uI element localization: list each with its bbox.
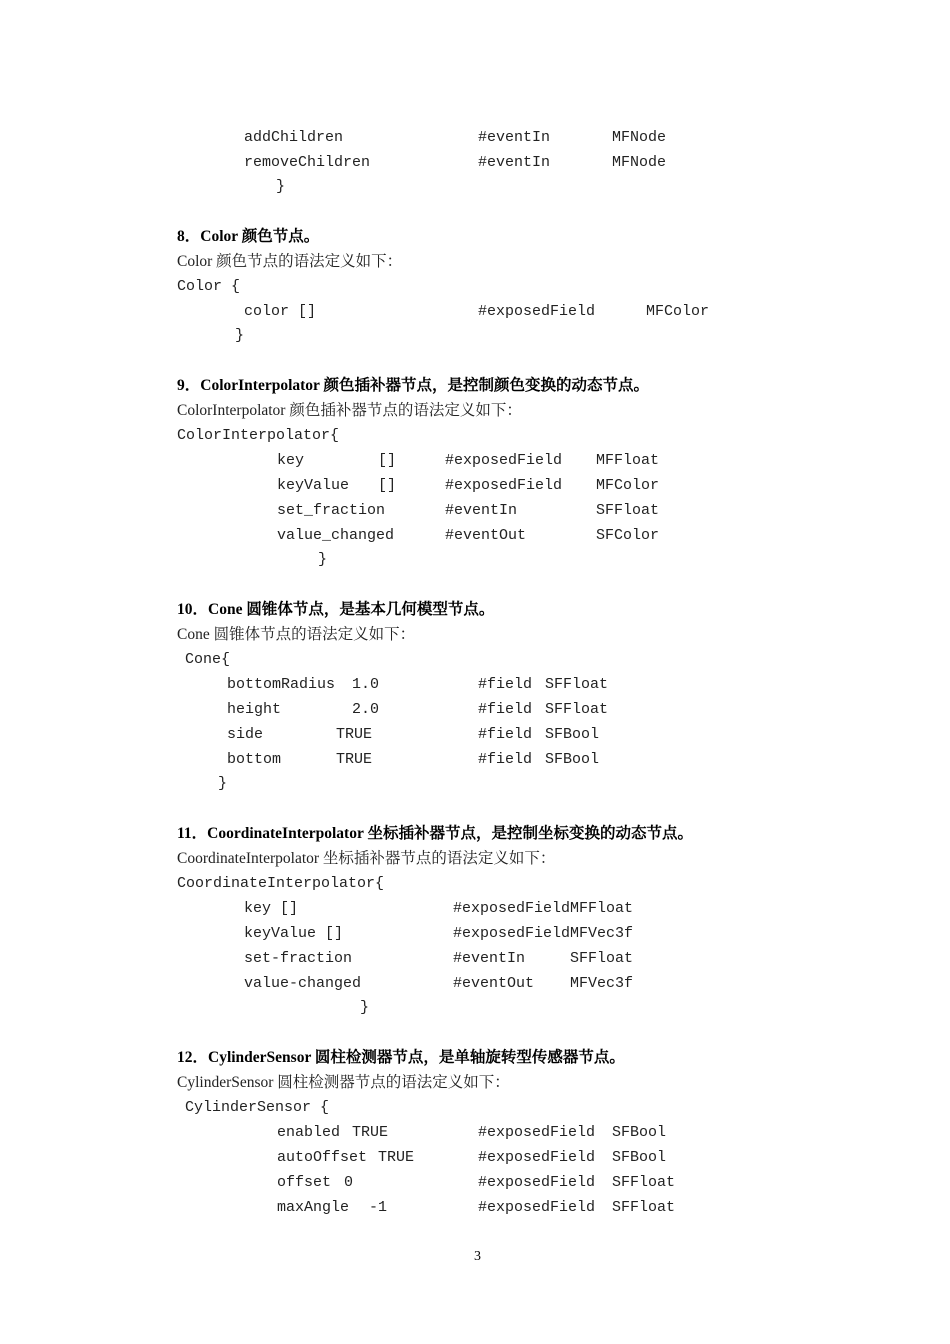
code-field-kind: #eventOut [445, 527, 527, 544]
code-field-type: SFColor [596, 527, 660, 544]
code-field-kind: #field [478, 726, 533, 743]
code-field-kind: #exposedField [478, 1199, 596, 1216]
code-open: CylinderSensor { [185, 1099, 330, 1116]
code-field-kind: #eventIn [478, 154, 551, 171]
code-field-kind: #exposedField [478, 1149, 596, 1166]
section-intro: Color 颜色节点的语法定义如下： [177, 253, 403, 270]
section-heading: 8．Color 颜色节点。 [177, 228, 320, 245]
code-field-kind: #field [478, 751, 533, 768]
code-field-type: MFNode [612, 154, 667, 171]
code-field-name: keyValue [] [244, 925, 344, 942]
code-open: CoordinateInterpolator{ [177, 875, 385, 892]
code-field-kind: #field [478, 701, 533, 718]
code-field-default: -1 [369, 1199, 388, 1216]
code-field-name: bottom [227, 751, 282, 768]
code-field-kind: #exposedField [445, 452, 563, 469]
code-field-kind: #eventIn [445, 502, 518, 519]
code-field-type: SFBool [612, 1149, 667, 1166]
code-field-name: height [227, 701, 282, 718]
code-close-brace: } [360, 999, 370, 1016]
section-intro: CylinderSensor 圆柱检测器节点的语法定义如下： [177, 1074, 510, 1091]
section-heading: 11．CoordinateInterpolator 坐标插补器节点，是控制坐标变换的动态节点。 [177, 825, 693, 842]
code-field-name: removeChildren [244, 154, 371, 171]
section-heading: 9．ColorInterpolator 颜色插补器节点，是控制颜色变换的动态节点。 [177, 377, 650, 394]
code-field-type: SFFloat [570, 950, 634, 967]
code-field-type: SFFloat [612, 1199, 676, 1216]
code-field-kind: #eventOut [453, 975, 535, 992]
code-close-brace: } [318, 551, 328, 568]
code-close-brace: } [218, 775, 228, 792]
code-field-type: MFVec3f [570, 925, 634, 942]
code-field-kind: #eventIn [478, 129, 551, 146]
code-field-default: 2.0 [352, 701, 380, 718]
section-heading: 12．CylinderSensor 圆柱检测器节点，是单轴旋转型传感器节点。 [177, 1049, 625, 1066]
code-field-kind: #exposedField [453, 925, 571, 942]
code-field-kind: #exposedField [453, 900, 571, 917]
code-field-type: SFBool [612, 1124, 667, 1141]
code-field-name: maxAngle [277, 1199, 350, 1216]
code-field-type: MFFloat [596, 452, 660, 469]
code-field-name: autoOffset [277, 1149, 368, 1166]
code-field-name: addChildren [244, 129, 344, 146]
code-field-type: MFNode [612, 129, 667, 146]
section-heading: 10．Cone 圆锥体节点，是基本几何模型节点。 [177, 601, 495, 618]
code-field-type: SFFloat [545, 701, 609, 718]
code-field-name: side [227, 726, 264, 743]
code-field-name: value-changed [244, 975, 362, 992]
code-field-type: SFBool [545, 726, 600, 743]
code-field-name: set_fraction [277, 502, 386, 519]
code-field-name: set-fraction [244, 950, 353, 967]
code-open: ColorInterpolator{ [177, 427, 340, 444]
code-open: Color { [177, 278, 241, 295]
code-field-name: key [277, 452, 305, 469]
code-field-type: MFVec3f [570, 975, 634, 992]
page-number: 3 [474, 1249, 481, 1264]
code-close-brace: } [276, 178, 286, 195]
code-field-name: color [] [244, 303, 317, 320]
code-field-kind: #exposedField [445, 477, 563, 494]
code-field-kind: #eventIn [453, 950, 526, 967]
code-field-type: MFFloat [570, 900, 634, 917]
code-field-type: MFColor [596, 477, 660, 494]
code-field-kind: #field [478, 676, 533, 693]
code-field-default: [] [378, 477, 397, 494]
code-field-name: key [] [244, 900, 299, 917]
code-field-name: value_changed [277, 527, 395, 544]
code-field-kind: #exposedField [478, 1124, 596, 1141]
code-field-default: TRUE [336, 726, 373, 743]
section-intro: CoordinateInterpolator 坐标插补器节点的语法定义如下： [177, 850, 556, 867]
code-field-name: keyValue [277, 477, 350, 494]
code-field-default: TRUE [352, 1124, 389, 1141]
section-intro: ColorInterpolator 颜色插补器节点的语法定义如下： [177, 402, 522, 419]
code-field-default: 1.0 [352, 676, 380, 693]
code-close-brace: } [235, 327, 245, 344]
code-field-default: [] [378, 452, 397, 469]
section-intro: Cone 圆锥体节点的语法定义如下： [177, 626, 416, 643]
code-field-type: SFFloat [612, 1174, 676, 1191]
code-field-kind: #exposedField [478, 1174, 596, 1191]
code-open: Cone{ [185, 651, 231, 668]
code-field-default: 0 [344, 1174, 354, 1191]
code-field-type: SFBool [545, 751, 600, 768]
code-field-default: TRUE [336, 751, 373, 768]
code-field-name: bottomRadius [227, 676, 336, 693]
code-field-name: enabled [277, 1124, 341, 1141]
code-field-type: SFFloat [596, 502, 660, 519]
code-field-kind: #exposedField [478, 303, 596, 320]
code-field-name: offset [277, 1174, 332, 1191]
code-field-type: SFFloat [545, 676, 609, 693]
code-field-default: TRUE [378, 1149, 415, 1166]
code-field-type: MFColor [646, 303, 710, 320]
